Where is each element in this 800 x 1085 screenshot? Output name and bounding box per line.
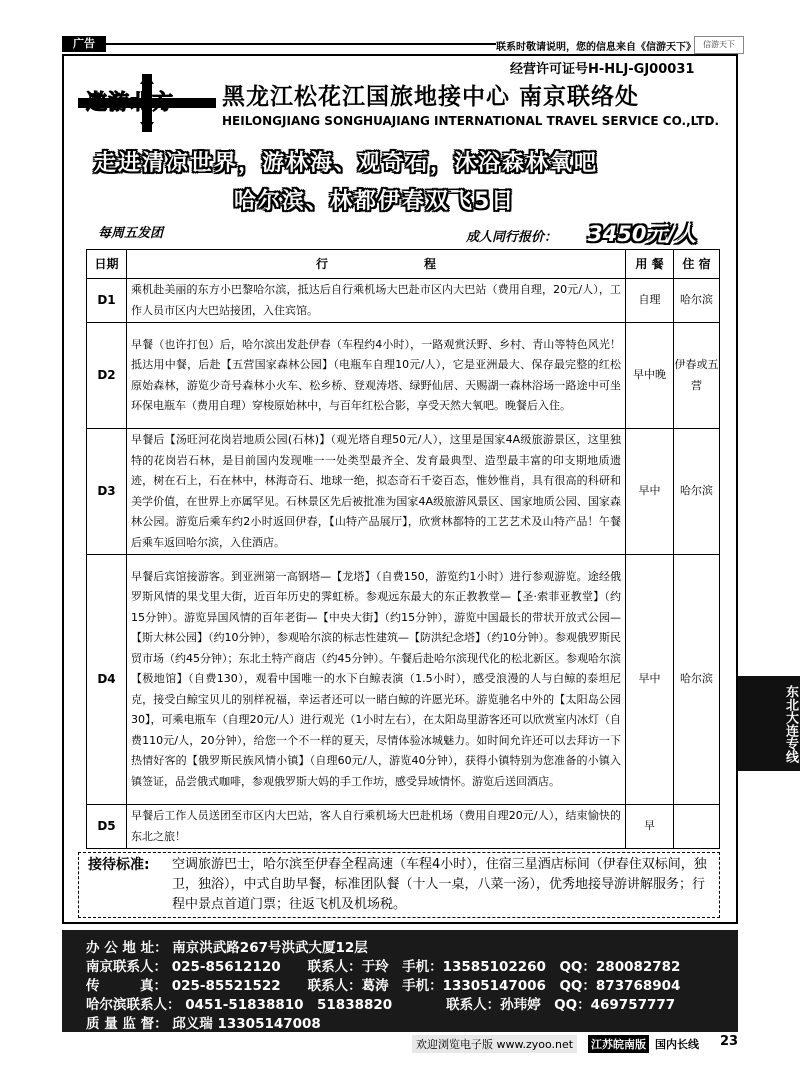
nanjing-contact: 南京联系人： 025-85612120 联系人：于玲 手机：13585102260 QQ：280082782: [86, 959, 681, 975]
license-number: 经营许可证号H-HLJ-GJ00031: [510, 62, 695, 77]
office-address: 办 公 地 址： 南京洪武路267号洪武大厦12层: [86, 940, 368, 956]
header-hotel: 住 宿: [674, 250, 720, 279]
reception-standard-title: 接待标准:: [88, 857, 150, 873]
day-description: 乘机赴美丽的东方小巴黎哈尔滨，抵达后自行乘机场大巴赴市区内大巴站（费用自理，20元/人），工作人员市区内大巴站接团，入住宾馆。: [127, 279, 626, 323]
source-note: 联系时敬请说明，您的信息来自《信游天下》: [496, 42, 696, 53]
day-hotel: 哈尔滨: [674, 429, 720, 555]
day-description: 早餐后【汤旺河花岗岩地质公园(石林)】（观光塔自理50元/人），这里是国家4A级旅游景区，这里独特的花岗岩石林，是目前国内发现唯一一处类型最齐全、发育最典型、造型最丰富的印支期地质遗迹，树在石上，石在林中，林海奇石、地球一绝，拟态奇石千姿百态，惟妙惟肖，具有很高的科研和美学价值，在世界上亦属罕见。石林景区先后被批准为国家4A级旅游风景区、国家地质公园、国家森林公园。游览后乘车约2小时返回伊春，【山特产品展厅】，欣赏林都特的工艺艺术及山特产品！午餐后乘车返回哈尔滨，入住酒店。: [127, 429, 626, 555]
day-hotel: 伊春或五营: [674, 323, 720, 429]
agency-logo: [78, 74, 216, 132]
day-label: D4: [87, 555, 127, 805]
table-row: [87, 555, 720, 805]
table-row: [87, 805, 720, 849]
departure-schedule: 每周五发团: [98, 226, 164, 241]
day-label: D2: [87, 323, 127, 429]
page-number: 23: [720, 1034, 739, 1049]
price-label: 成人同行报价：: [466, 230, 558, 245]
day-description: 早餐后宾馆接游客。到亚洲第一高钢塔—【龙塔】（自费150，游览约1小时）进行参观游览。途经俄罗斯风情的果戈里大街，近百年历史的霁虹桥。参观远东最大的东正教教堂—【圣·索菲亚教堂】（约15分钟）。游览异国风情的百年老街—【中央大街】（约15分钟），游览中国最长的带状开放式公园—【斯大林公园】（约10分钟），参观哈尔滨的标志性建筑—【防洪纪念塔】（约10分钟）。参观俄罗斯民贸市场（约45分钟）；东北土特产商店（约45分钟）。午餐后赴哈尔滨现代化的松北新区。参观哈尔滨【极地馆】（自费130），观看中国唯一的水下白鲸表演（1.5小时），感受浪漫的人与白鲸的泰坦尼克，接受白鲸宝贝儿的别样祝福，幸运者还可以一睹白鲸的许愿光环。游览驰名中外的【太阳岛公园30】，可乘电瓶车（自理20元/人）进行观光（1小时左右），在太阳岛里游客还可以欣赏室内冰灯（自费110元/人，20分钟），给您一个不一样的夏天，尽情体验冰城魅力。如时间允许还可以去拜访一下热情好客的【俄罗斯民族风情小镇】（自理60元/人，游览40分钟），获得小镇特别为您准备的小镇入镇签证，品尝俄式咖啡，参观俄罗斯大妈的手工作坊，感受异域情怀。游览后送回酒店。: [127, 555, 626, 805]
day-meal: 早中: [626, 555, 674, 805]
footer-section: 国内长线: [655, 1038, 699, 1051]
header-day: 日期: [87, 250, 127, 279]
route-title: 哈尔滨、林都伊春双飞5日: [234, 189, 516, 214]
harbin-contact: 哈尔滨联系人： 0451-51838810 51838820 联系人：孙玮婷 QQ：469757777: [86, 997, 676, 1013]
day-meal: 早中晚: [626, 323, 674, 429]
day-hotel: 哈尔滨: [674, 279, 720, 323]
side-tab-label: 东北大连专线: [783, 684, 798, 763]
day-meal: 自理: [626, 279, 674, 323]
day-meal: 早中: [626, 429, 674, 555]
day-label: D1: [87, 279, 127, 323]
table-header-row: [87, 250, 720, 279]
fax-contact: 传 真： 025-85521522 联系人：葛涛 手机：13305147006 QQ：873768904: [86, 978, 681, 994]
itinerary-table: [86, 249, 720, 849]
footer-edition: 江苏皖南版: [588, 1035, 649, 1053]
day-label: D3: [87, 429, 127, 555]
day-meal: 早: [626, 805, 674, 849]
agency-name-cn: 黑龙江松花江国旅地接中心 南京联络处: [222, 84, 640, 110]
day-hotel: 哈尔滨: [674, 555, 720, 805]
ad-tag: 广告: [62, 36, 106, 52]
table-row: [87, 279, 720, 323]
table-row: [87, 429, 720, 555]
price-value: 3450元/人: [588, 222, 697, 246]
header-meal: 用 餐: [626, 250, 674, 279]
top-divider: [106, 43, 496, 45]
day-hotel: [674, 805, 720, 849]
logo-text: 遨游北方: [86, 89, 174, 114]
publication-logo: 信游天下: [694, 36, 744, 54]
day-description: 早餐（也许打包）后，哈尔滨出发赴伊春（车程约4小时），一路观赏沃野、乡村、青山等特色风光！抵达用中餐，后赴【五营国家森林公园】（电瓶车自理10元/人），它是亚洲最大、保存最完整的红松原始森林，游览少奇号森林小火车、松乡桥、登观涛塔、绿野仙居、天赐湖一森林浴场一路途中可坐环保电瓶车（费用自理）穿梭原始林中，与百年红松合影，享受天然大氧吧。晚餐后入住。: [127, 323, 626, 429]
quality-supervision: 质 量 监 督： 邱义瑞 13305147008: [86, 1016, 321, 1032]
section-side-tab: [738, 676, 800, 771]
footer-website: 欢迎浏览电子版 www.zyoo.net: [412, 1035, 577, 1053]
agency-name-en: HEILONGJIANG SONGHUAJIANG INTERNATIONAL TRAVEL SERVICE CO.,LTD.: [222, 114, 720, 128]
header-itinerary: 行 程: [127, 250, 626, 279]
day-description: 早餐后工作人员送团至市区内大巴站，客人自行乘机场大巴赴机场（费用自理20元/人），结束愉快的东北之旅！: [127, 805, 626, 849]
table-row: [87, 323, 720, 429]
contact-block: [62, 930, 738, 1032]
reception-standard-text: 空调旅游巴士，哈尔滨至伊春全程高速（车程4小时），住宿三星酒店标间（伊春住双标间，独卫，独浴），中式自助早餐，标准团队餐（十人一桌，八菜一汤），优秀地接导游讲解服务；行程中景点首道门票；往返飞机及机场税。: [172, 857, 707, 912]
slogan: 走进清凉世界，游林海、观奇石，沐浴森林氧吧: [94, 151, 599, 176]
day-label: D5: [87, 805, 127, 849]
